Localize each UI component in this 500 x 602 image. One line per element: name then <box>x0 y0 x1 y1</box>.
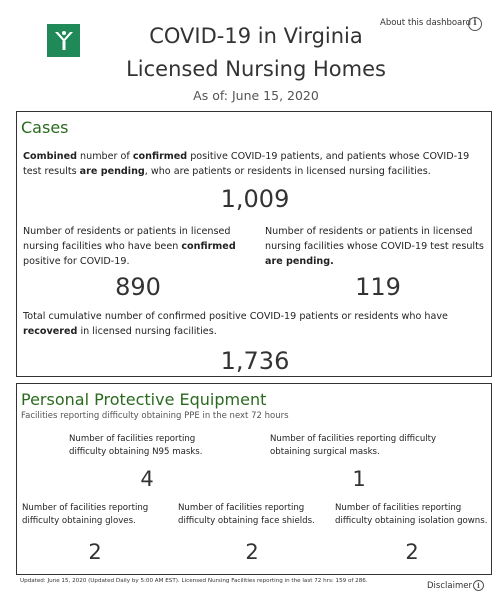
pending-desc-part: are pending. <box>265 256 334 267</box>
cumulative-value: 1,736 <box>220 347 290 375</box>
cumulative-desc-part: Total cumulative number of confirmed positive COVID-19 patients or residents who have <box>23 311 448 322</box>
n95-value: 4 <box>140 467 154 491</box>
face-shields-value: 2 <box>245 540 259 564</box>
combined-description <box>23 149 485 179</box>
disclaimer-link[interactable]: Disclaimer <box>427 581 472 591</box>
gloves-value: 2 <box>88 540 102 564</box>
gloves-label: Number of facilities reporting difficulty obtaining gloves. <box>22 503 149 526</box>
n95-label: Number of facilities reporting difficulty obtaining N95 masks. <box>69 434 203 457</box>
combined-desc-part: , who are patients or residents in licensed nursing facilities. <box>144 166 431 177</box>
gowns-value: 2 <box>405 540 419 564</box>
combined-desc-part: are pending <box>79 166 145 177</box>
combined-value: 1,009 <box>220 185 290 213</box>
cases-panel <box>16 111 492 377</box>
confirmed-desc-part: Number of residents or patients in licensed nursing facilities who have been <box>23 226 231 252</box>
confirmed-description <box>23 224 238 269</box>
title-line-1: COVID-19 in Virginia <box>149 24 363 48</box>
info-icon[interactable]: i <box>473 580 484 591</box>
surgical-value: 1 <box>352 467 366 491</box>
cumulative-description <box>23 309 485 339</box>
ppe-subtitle: Facilities reporting difficulty obtaining PPE in the next 72 hours <box>21 411 289 421</box>
vdh-logo-icon <box>47 24 80 57</box>
about-dashboard-link[interactable]: About this dashboard <box>380 18 472 28</box>
combined-desc-part: confirmed <box>132 151 188 162</box>
cumulative-desc-part: in licensed nursing facilities. <box>77 326 217 337</box>
confirmed-desc-part: positive for COVID-19. <box>23 256 130 267</box>
face-shields-label: Number of facilities reporting difficulty obtaining face shields. <box>178 503 315 526</box>
surgical-label: Number of facilities reporting difficulty obtaining surgical masks. <box>270 434 437 457</box>
page-title <box>110 20 402 86</box>
info-icon[interactable]: i <box>468 17 482 31</box>
title-line-2: Licensed Nursing Homes <box>126 57 386 81</box>
confirmed-value: 890 <box>115 273 161 301</box>
ppe-title: Personal Protective Equipment <box>21 390 267 409</box>
pending-value: 119 <box>355 273 401 301</box>
combined-desc-part: Combined <box>23 151 77 162</box>
pending-desc-part: Number of residents or patients in licensed nursing facilities whose COVID-19 test results <box>265 226 484 252</box>
vdh-logo-glyph <box>51 28 77 54</box>
footer-update-note: Updated: June 15, 2020 (Updated Daily by 5:00 AM EST). Licensed Nursing Facilities reporting in the last 72 hrs: 159 of 286. <box>20 578 368 584</box>
combined-desc-part: positive COVID-19 patients, and patients whose COVID-19 test results <box>23 151 470 177</box>
cases-title: Cases <box>21 118 69 137</box>
as-of-date: As of: June 15, 2020 <box>193 88 319 103</box>
confirmed-desc-part: confirmed <box>181 241 236 252</box>
ppe-panel <box>16 383 492 575</box>
gowns-label: Number of facilities reporting difficulty obtaining isolation gowns. <box>335 503 488 526</box>
pending-description <box>265 224 487 269</box>
combined-desc-part: number of <box>77 151 133 162</box>
cumulative-desc-part: recovered <box>23 326 78 337</box>
